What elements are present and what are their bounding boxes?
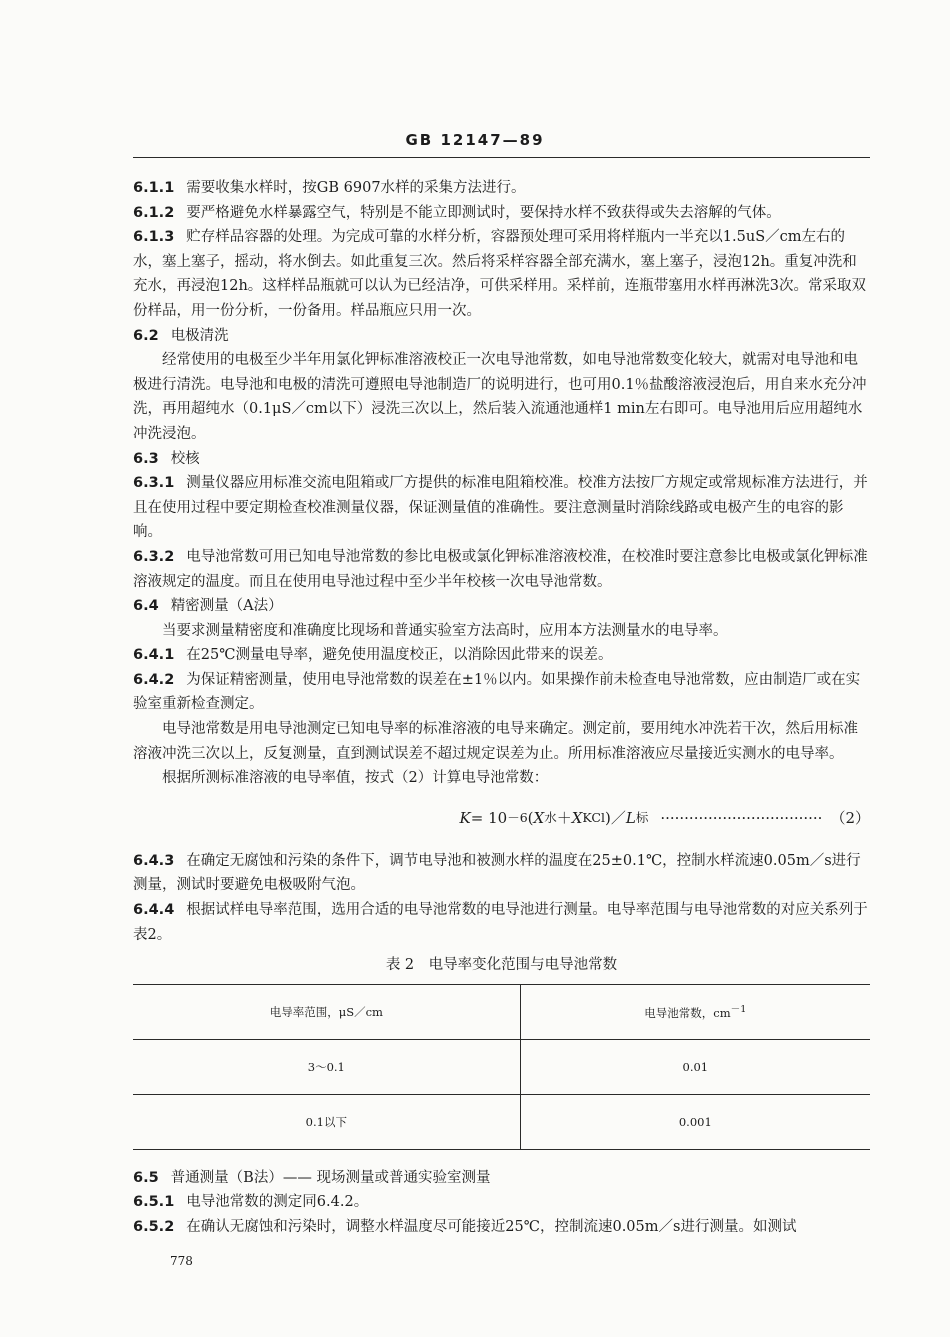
clause-text: 为保证精密测量，使用电导池常数的误差在±1％以内。如果操作前未检查电导池常数，应由制造厂或在实验室重新检查测定。 [133,671,861,713]
formula-close: )／ [604,808,626,827]
page-number: 778 [170,1254,193,1268]
clause-number: 6.5 [133,1169,159,1186]
clause-6-3-2 [133,545,870,594]
section-title: 普通测量（B法）—— 现场测量或普通实验室测量 [170,1169,491,1186]
clause-text: 电导池常数可用已知电导池常数的参比电极或氯化钾标准溶液校准，在校准时要注意参比电极或氯化钾标准溶液规定的温度。而且在使用电导池过程中至少半年校核一次电导池常数。 [133,548,868,590]
formula-plus: ＋ [556,808,572,827]
paragraph-electrode-cleaning: 经常使用的电极至少半年用氯化钾标准溶液校正一次电导池常数，如电导池常数变化较大，就需对电导池和电极进行清洗。电导池和电极的清洗可遵照电导池制造厂的说明进行，也可用0.1％盐酸溶液浸泡后，用自来水充分冲洗，再用超纯水（0.1μS／cm以下）浸洗三次以上，然后装入流通池通样1 min左右即可。电导池用后应用超纯水冲洗浸泡。 [133,352,867,442]
header-rule [133,157,870,158]
formula-l-sub: 标 [635,809,649,825]
cell-constant: 0.001 [520,1094,870,1149]
conductivity-table [133,984,870,1150]
clause-text: 在确认无腐蚀和污染时，调整水样温度尽可能接近25℃，控制流速0.05m／s进行测量。如测试 [186,1219,797,1235]
clause-number: 6.1.1 [133,180,175,196]
clause-number: 6.4.2 [133,671,175,688]
table-row [133,1039,870,1094]
clause-6-1-1 [133,176,870,201]
formula-l: L [625,808,636,827]
section-title: 精密测量（A法） [170,598,283,615]
clause-text: 电导池常数的测定同6.4.2。 [186,1194,369,1211]
clause-text: 要严格避免水样暴露空气，特别是不能立即测试时，要保持水样不致获得或失去溶解的气体。 [186,204,781,221]
clause-6-5-2 [133,1215,870,1240]
table-caption: 表 2 电导率变化范围与电导池常数 [385,957,618,974]
formula-x-kcl: X [571,808,583,827]
clause-number: 6.5.2 [133,1219,175,1235]
formula-eq: = 10 [470,808,508,827]
formula-leader-dots: ·································· [660,808,823,827]
clause-number: 6.2 [133,327,159,344]
clause-6-5-1 [133,1190,870,1215]
header-range: 电导率范围，μS／cm [133,984,520,1039]
clause-6-4-2 [133,668,870,717]
page-header: GB 12147—89 [405,131,545,149]
clause-number: 6.4.4 [133,902,175,919]
clause-text: 测量仪器应用标准交流电阻箱或厂方提供的标准电阻箱校准。校准方法按厂方规定或常规标准方法进行，并且在使用过程中要定期检查校准测量仪器，保证测量值的准确性。要注意测量时消除线路或电极产生的电容的影响。 [133,475,868,541]
clause-6-3 [133,447,870,472]
clause-number: 6.3 [133,450,159,467]
paragraph-precision-intro: 当要求测量精密度和准确度比现场和普通实验室方法高时，应用本方法测量水的电导率。 [162,622,728,639]
formula-x-water: X [533,808,545,827]
header-constant [520,984,870,1039]
cell-range: 0.1以下 [133,1094,520,1149]
clause-number: 6.4.1 [133,647,175,664]
clause-6-1-2 [133,201,870,226]
section-title: 校核 [170,450,200,467]
formula-x-water-sub: 水 [544,809,557,825]
clause-6-2 [133,324,870,349]
clause-number: 6.1.2 [133,204,175,221]
clause-6-4-1 [133,643,870,668]
formula-2 [133,795,870,841]
formula-x-kcl-sub: KCl [582,809,605,825]
clause-6-4 [133,594,870,619]
clause-text: 根据试样电导率范围，选用合适的电导池常数的电导池进行测量。电导率范围与电导池常数的对应关系列于表2。 [133,902,868,943]
clause-number: 6.3.1 [133,475,175,492]
clause-text: 贮存样品容器的处理。为完成可靠的水样分析，容器预处理可采用将样瓶内一半充以1.5uS／cm左右的水，塞上塞子，摇动，将水倒去。如此重复三次。然后将采样容器全部充满水，塞上塞子，浸泡12h。重复冲洗和充水，再浸泡12h。这样样品瓶就可以认为已经洁净，可供采样用。采样前，连瓶带塞用水样再淋洗3次。常采取双份样品，用一份分析，一份备用。样品瓶应只用一次。 [133,229,867,319]
clause-number: 6.1.3 [133,229,175,246]
clause-number: 6.4 [133,598,159,615]
clause-number: 6.5.1 [133,1194,175,1211]
table-header-row [133,984,870,1039]
table-row [133,1094,870,1149]
formula-label: （2） [830,808,870,827]
clause-6-1-3 [133,225,870,323]
clause-6-5 [133,1166,870,1191]
formula-k: K [459,808,471,827]
clause-number: 6.4.3 [133,852,175,869]
clause-text: 在25℃测量电导率，避免使用温度校正，以消除因此带来的误差。 [186,647,613,664]
clause-6-4-3 [133,849,870,898]
paragraph-formula-intro: 根据所测标准溶液的电导率值，按式（2）计算电导池常数： [162,770,549,787]
section-title: 电极清洗 [170,327,229,344]
clause-number: 6.3.2 [133,548,175,565]
header-constant-exponent: －1 [730,1004,747,1016]
formula-open: ( [527,808,534,827]
formula-exponent: －6 [507,809,528,825]
clause-6-3-1 [133,471,870,545]
clause-text: 在确定无腐蚀和污染的条件下，调节电导池和被测水样的温度在25±0.1℃，控制水样流速0.05m／s进行测量，测试时要避免电极吸附气泡。 [133,852,861,894]
page-body [133,176,870,1240]
clause-text: 需要收集水样时，按GB 6907水样的采集方法进行。 [186,180,526,196]
header-constant-label: 电导池常数，cm [644,1005,731,1020]
cell-constant: 0.01 [520,1039,870,1094]
clause-6-4-4 [133,898,870,947]
cell-range: 3～0.1 [133,1039,520,1094]
paragraph-cell-constant: 电导池常数是用电导池测定已知电导率的标准溶液的电导来确定。测定前，要用纯水冲洗若干次，然后用标准溶液冲洗三次以上，反复测量，直到测试误差不超过规定误差为止。所用标准溶液应尽量接近实测水的电导率。 [133,721,858,762]
